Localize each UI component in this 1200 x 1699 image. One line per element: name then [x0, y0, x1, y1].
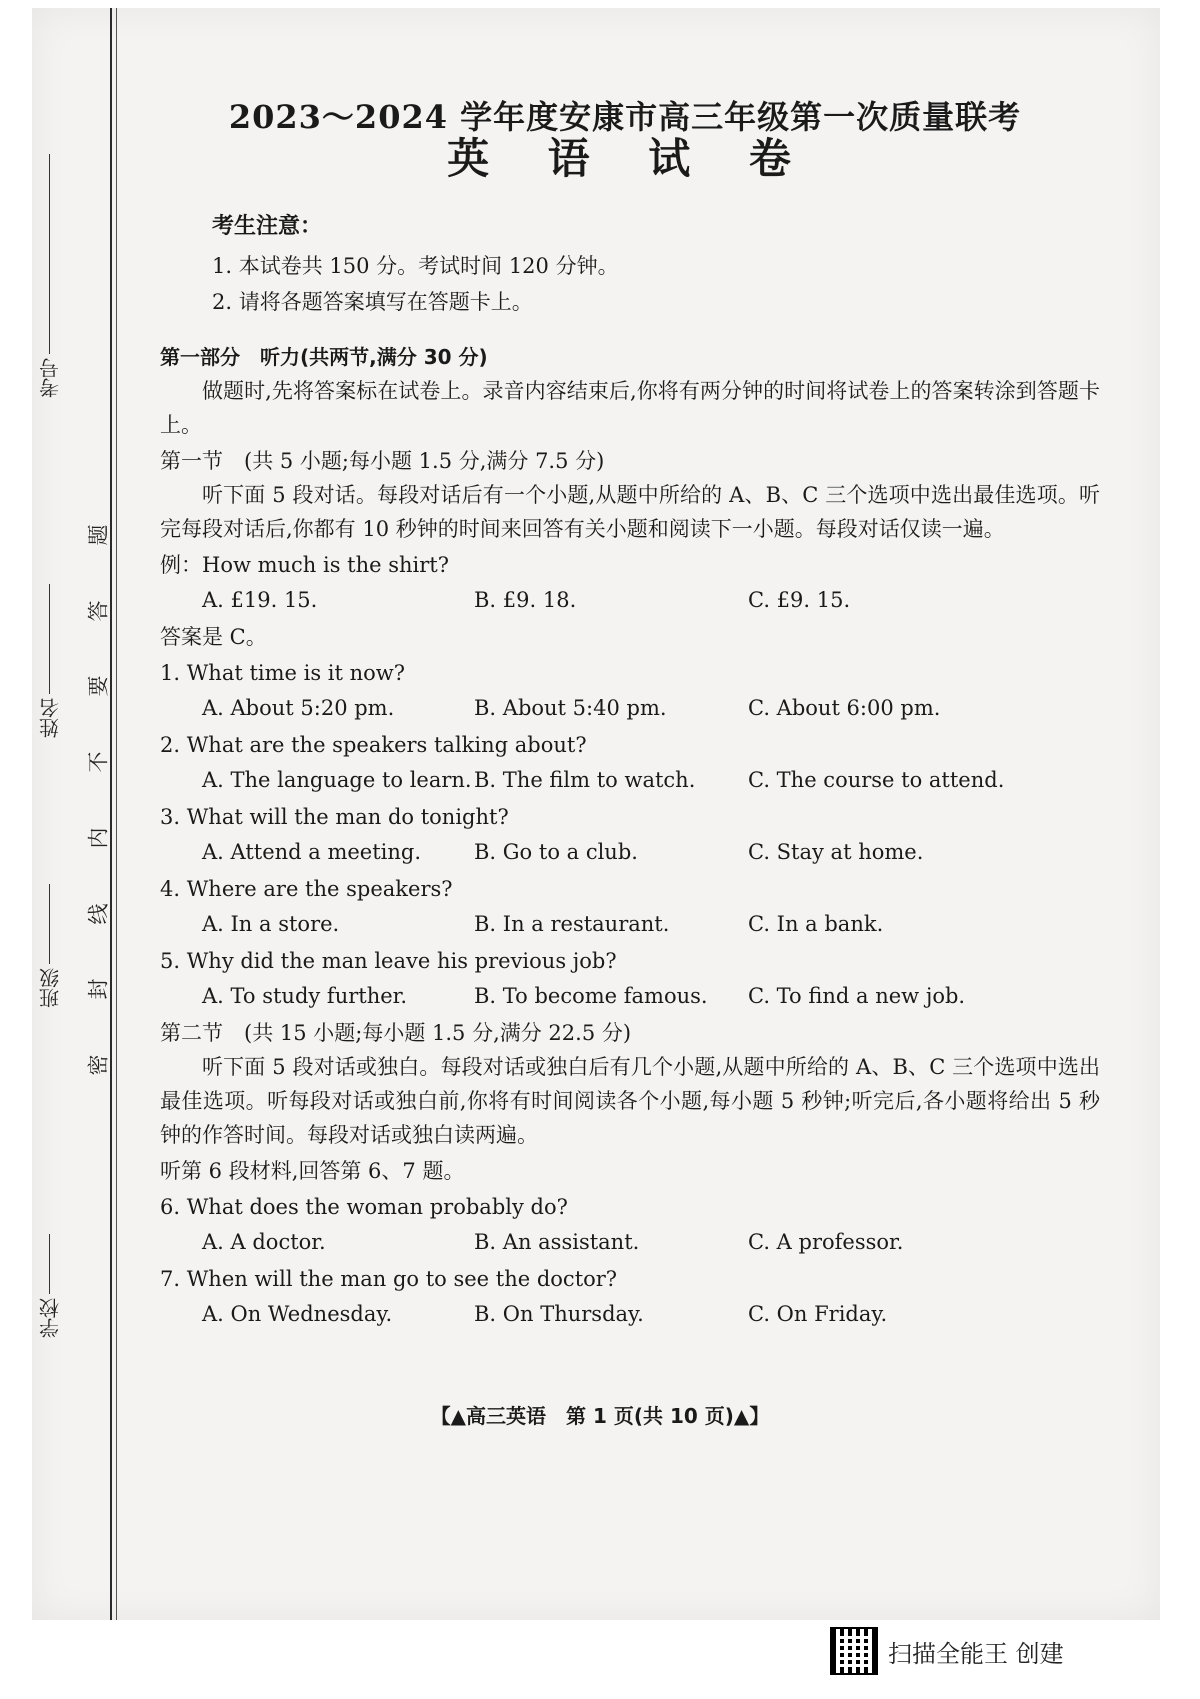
name-field — [30, 580, 70, 738]
question-7-options — [202, 1296, 1100, 1332]
option-b: B. An assistant. — [474, 1230, 640, 1254]
question-5-options — [202, 978, 1100, 1014]
section2-instruction: 听下面 5 段对话或独白。每段对话或独白后有几个小题,从题中所给的 A、B、C 三个选项中选出最佳选项。听每段对话或独白前,你将有时间阅读各个小题,每小题 5 秒钟;听完后,各小题将给出 5 秒钟的作答时间。每段对话或独白读两遍。 — [160, 1055, 1100, 1147]
question-4: 4. Where are the speakers? — [160, 877, 453, 901]
example-answer: 答案是 C。 — [160, 625, 267, 649]
part1-title: 听力(共两节,满分 30 分) — [260, 345, 488, 369]
question-7: 7. When will the man go to see the doctor? — [160, 1267, 618, 1291]
notice-item: 2. 请将各题答案填写在答题卡上。 — [212, 290, 533, 314]
exam-number-rule — [50, 154, 51, 354]
seal-char: 线 — [86, 903, 110, 925]
exam-number-field — [30, 150, 70, 398]
option-b: B. About 5:40 pm. — [474, 696, 667, 720]
notice — [160, 210, 1100, 320]
name-rule — [50, 584, 51, 694]
option-a: A. Attend a meeting. — [202, 840, 422, 864]
class-rule — [50, 884, 51, 964]
scanner-watermark — [830, 1626, 1064, 1676]
option-b: B. The film to watch. — [474, 768, 696, 792]
class-field — [30, 880, 70, 1008]
example-question: 例：How much is the shirt? — [160, 553, 449, 577]
school-field — [30, 1230, 70, 1338]
question-4-options — [202, 906, 1100, 942]
question-3-options — [202, 834, 1100, 870]
option-c: C. In a bank. — [748, 912, 884, 936]
part1-instruction: 做题时,先将答案标在试卷上。录音内容结束后,你将有两分钟的时间将试卷上的答案转涂到答题卡上。 — [160, 379, 1100, 437]
seal-char: 要 — [86, 675, 110, 697]
section1-instruction: 听下面 5 段对话。每段对话后有一个小题,从题中所给的 A、B、C 三个选项中选出最佳选项。听完每段对话后,你都有 10 秒钟的时间来回答有关小题和阅读下一小题。每段对话仅读一遍。 — [160, 483, 1100, 541]
question-3: 3. What will the man do tonight? — [160, 805, 509, 829]
option-c: C. Stay at home. — [748, 840, 924, 864]
option-a: A. A doctor. — [202, 1230, 326, 1254]
question-1: 1. What time is it now? — [160, 661, 406, 685]
section1-label: 第一节 (共 5 小题;每小题 1.5 分,满分 7.5 分) — [160, 449, 605, 473]
scanner-watermark-text: 扫描全能王 创建 — [888, 1639, 1064, 1668]
option-c: C. £9. 15. — [748, 588, 851, 612]
section2-material: 听第 6 段材料,回答第 6、7 题。 — [160, 1159, 465, 1183]
seal-char: 答 — [86, 600, 110, 622]
seal-char: 密 — [86, 1054, 110, 1076]
part1-heading — [160, 340, 1100, 374]
exam-number-label: 考号 — [38, 358, 63, 398]
question-6: 6. What does the woman probably do? — [160, 1195, 568, 1219]
school-label: 学校 — [38, 1298, 63, 1338]
question-2: 2. What are the speakers talking about? — [160, 733, 587, 757]
qr-code-icon — [830, 1627, 878, 1675]
option-c: C. A professor. — [748, 1230, 904, 1254]
option-c: C. On Friday. — [748, 1302, 888, 1326]
option-b: B. £9. 18. — [474, 588, 577, 612]
seal-char: 内 — [86, 827, 110, 849]
option-a: A. The language to learn. — [202, 768, 472, 792]
seal-char: 不 — [86, 751, 110, 773]
section2-label: 第二节 (共 15 小题;每小题 1.5 分,满分 22.5 分) — [160, 1021, 632, 1045]
part1-label: 第一部分 — [160, 345, 240, 369]
question-6-options — [202, 1224, 1100, 1260]
school-rule — [50, 1234, 51, 1294]
name-label: 姓名 — [38, 698, 63, 738]
exam-content — [160, 100, 1100, 1332]
seal-notice — [82, 520, 112, 1080]
option-a: A. About 5:20 pm. — [202, 696, 395, 720]
option-a: A. To study further. — [202, 984, 408, 1008]
option-b: B. On Thursday. — [474, 1302, 644, 1326]
notice-heading: 考生注意： — [212, 214, 323, 239]
option-a: A. £19. 15. — [202, 588, 318, 612]
option-a: A. In a store. — [202, 912, 340, 936]
binding-line-inner — [116, 8, 117, 1620]
option-c: C. To find a new job. — [748, 984, 966, 1008]
option-a: A. On Wednesday. — [202, 1302, 393, 1326]
question-5: 5. Why did the man leave his previous job? — [160, 949, 617, 973]
exam-title: 2023～2024 学年度安康市高三年级第一次质量联考 — [228, 98, 1022, 136]
page-footer: 【▲高三英语 第 1 页(共 10 页)▲】 — [430, 1404, 770, 1428]
option-b: B. In a restaurant. — [474, 912, 670, 936]
seal-char: 封 — [86, 978, 110, 1000]
question-2-options — [202, 762, 1100, 798]
question-1-options — [202, 690, 1100, 726]
example-options — [202, 582, 1100, 618]
notice-item: 1. 本试卷共 150 分。考试时间 120 分钟。 — [212, 254, 619, 278]
option-b: B. To become famous. — [474, 984, 708, 1008]
option-c: C. The course to attend. — [748, 768, 1005, 792]
option-b: B. Go to a club. — [474, 840, 638, 864]
seal-char: 题 — [86, 524, 110, 546]
class-label: 班级 — [38, 968, 63, 1008]
exam-subtitle: 英 语 试 卷 — [447, 134, 813, 183]
option-c: C. About 6:00 pm. — [748, 696, 941, 720]
